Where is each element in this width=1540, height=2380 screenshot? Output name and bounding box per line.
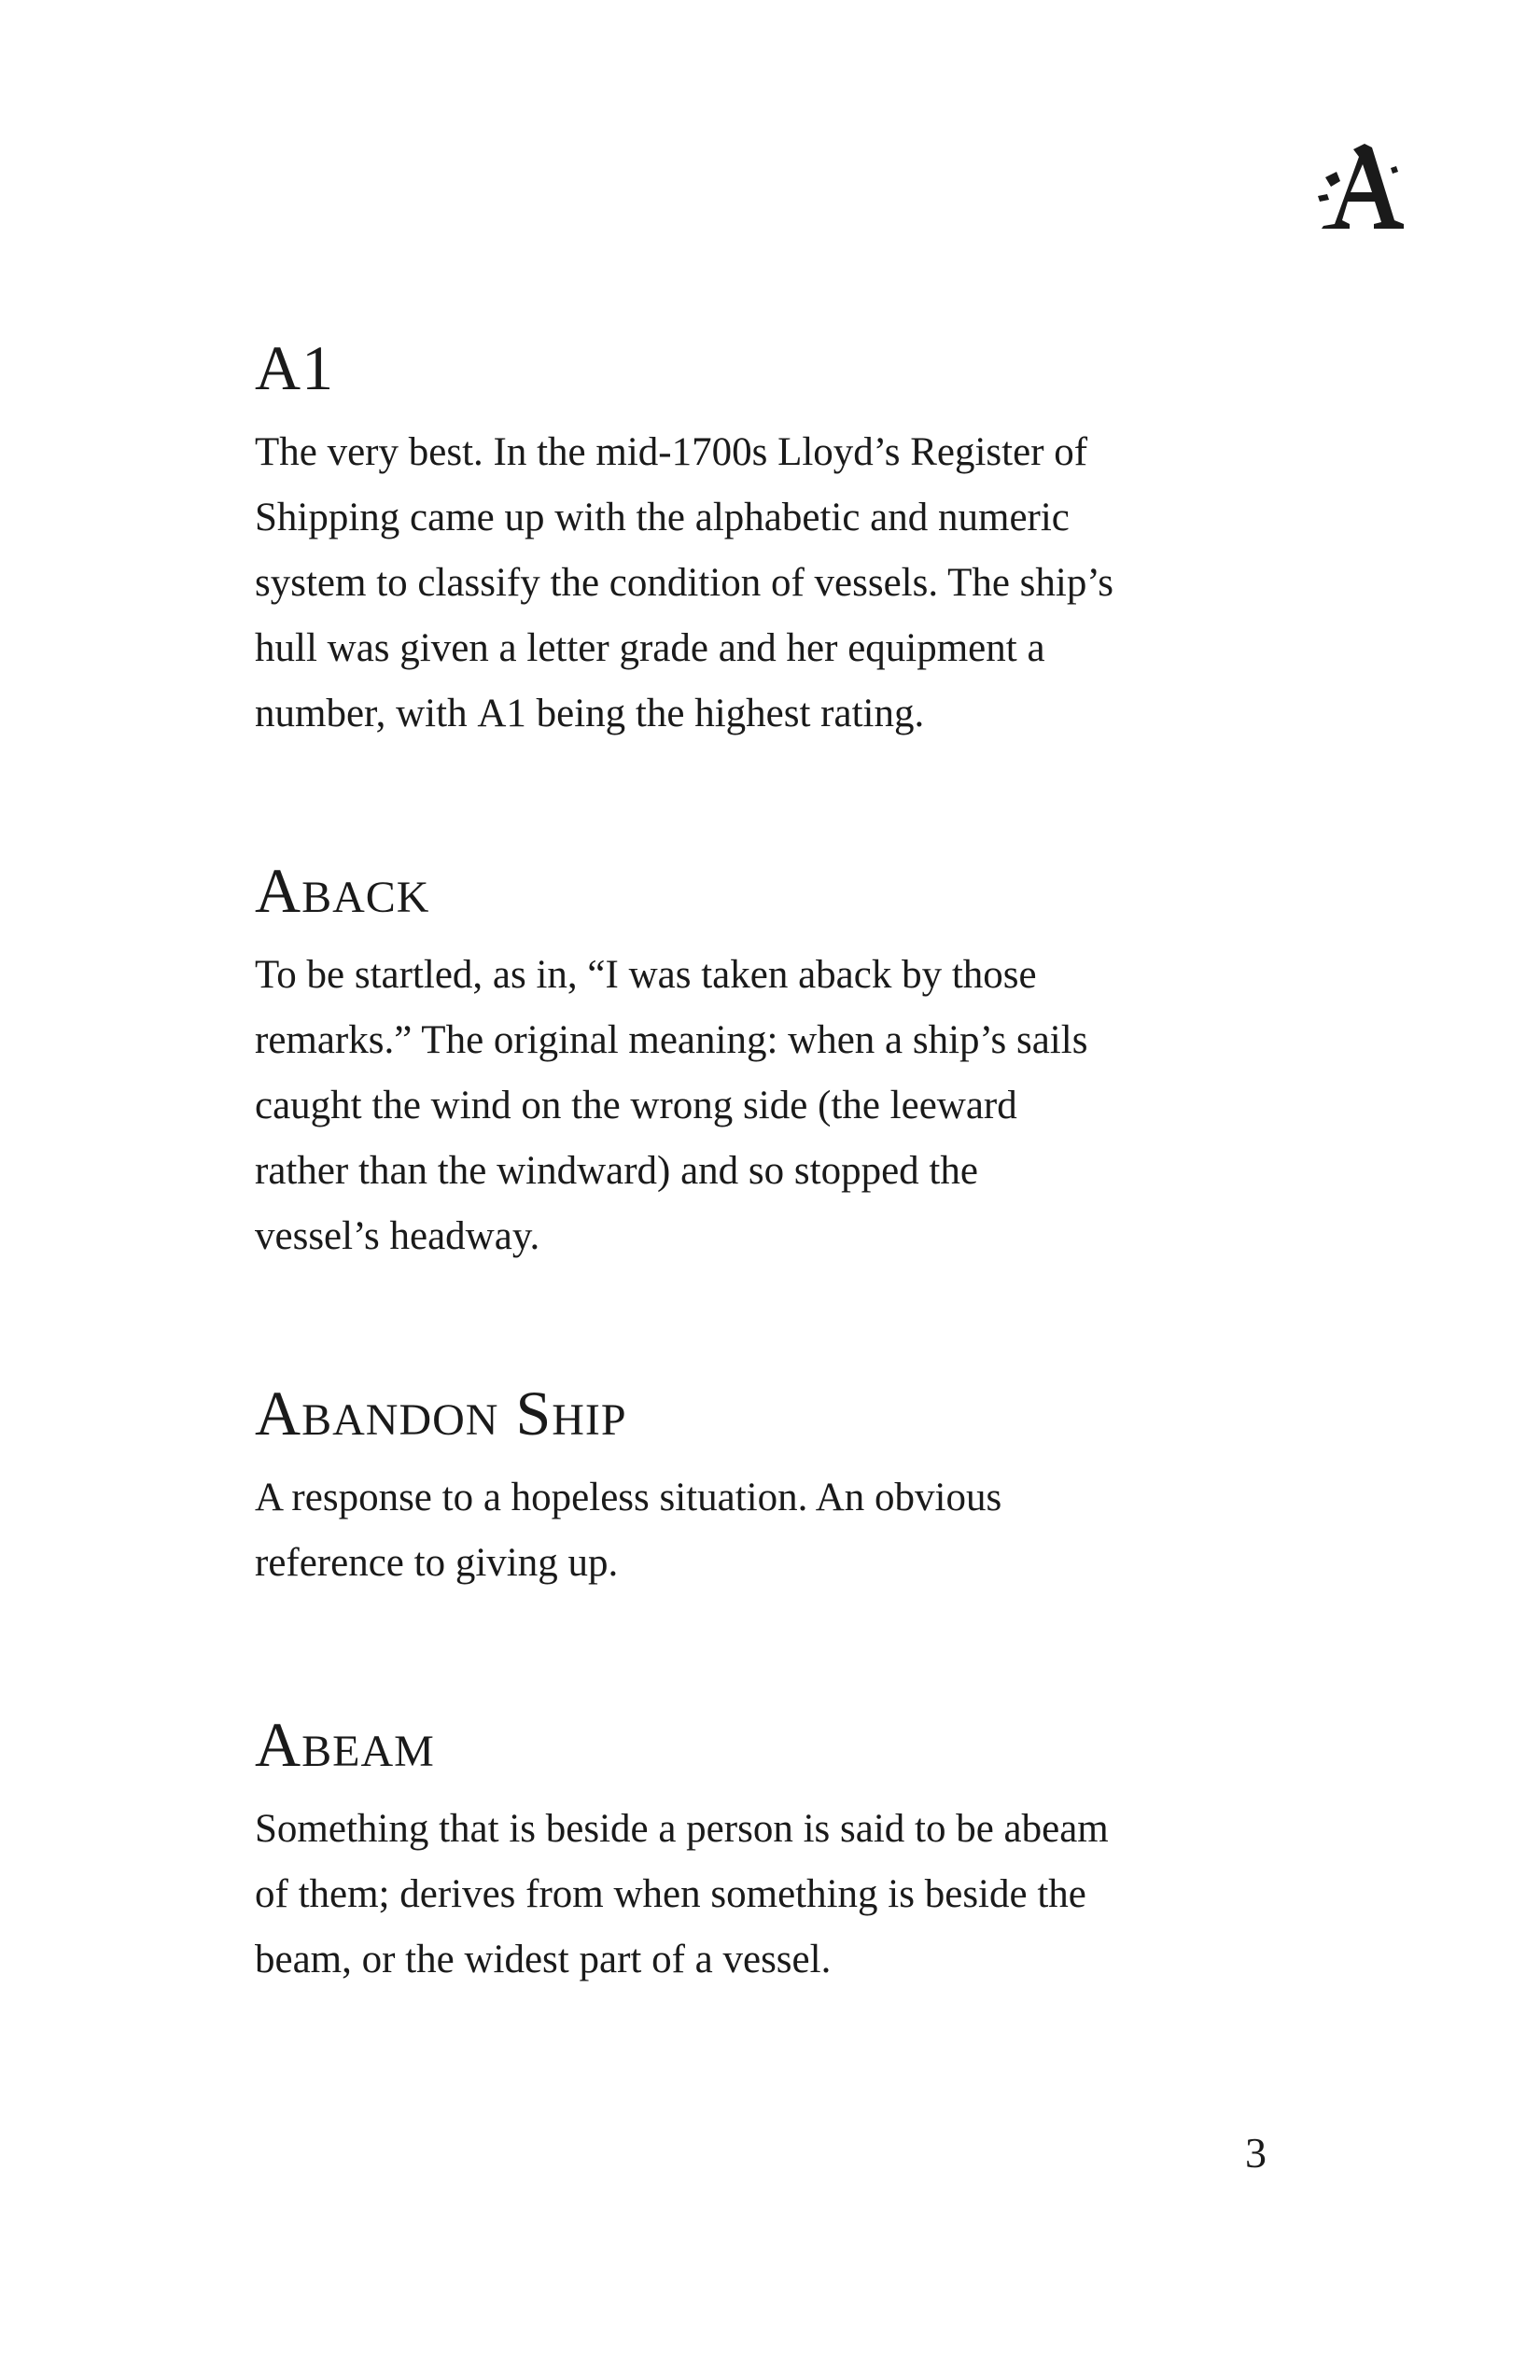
inline-term: A1 bbox=[477, 692, 526, 735]
entry-definition bbox=[255, 1465, 1272, 1596]
entry-title: Aback bbox=[255, 855, 430, 926]
definition-line: system to classify the condition of vessels. The ship’s bbox=[255, 561, 1114, 605]
definition-line: vessel’s headway. bbox=[255, 1214, 540, 1258]
definition-line: The very best. In the mid-1700s Lloyd’s Register of bbox=[255, 430, 1088, 474]
entry-aback bbox=[255, 855, 1272, 1269]
definition-line: To be startled, as in, “I was taken aback by those bbox=[255, 953, 1037, 997]
entry-definition bbox=[255, 420, 1272, 747]
entry-definition bbox=[255, 943, 1272, 1269]
definition-line: reference to giving up. bbox=[255, 1541, 619, 1585]
definition-line: remarks.” The original meaning: when a ship’s sails bbox=[255, 1018, 1088, 1062]
entry-definition bbox=[255, 1797, 1272, 1993]
page-number: 3 bbox=[1245, 2129, 1267, 2177]
definition-line: Something that is beside a person is said to be abeam bbox=[255, 1807, 1109, 1851]
definition-line bbox=[255, 681, 1272, 747]
entry-a1 bbox=[255, 332, 1272, 747]
definition-line: hull was given a letter grade and her equipment a bbox=[255, 626, 1045, 670]
definition-line: beam, or the widest part of a vessel. bbox=[255, 1938, 832, 1981]
definition-line: of them; derives from when something is beside the bbox=[255, 1872, 1086, 1916]
entry-title: Abandon Ship bbox=[255, 1378, 627, 1449]
definition-text: number, with bbox=[255, 692, 478, 735]
definition-line: Shipping came up with the alphabetic and numeric bbox=[255, 496, 1070, 539]
section-letter-logo bbox=[1316, 140, 1409, 233]
entry-title: Abeam bbox=[255, 1709, 435, 1780]
definition-line: rather than the windward) and so stopped the bbox=[255, 1149, 978, 1193]
entry-title: A1 bbox=[255, 332, 335, 403]
definition-text: being the highest rating. bbox=[525, 692, 925, 735]
entry-abandon-ship bbox=[255, 1378, 1272, 1596]
definition-line: A response to a hopeless situation. An obvious bbox=[255, 1476, 1002, 1519]
definition-line: caught the wind on the wrong side (the leeward bbox=[255, 1084, 1017, 1127]
entry-abeam bbox=[255, 1709, 1272, 1993]
